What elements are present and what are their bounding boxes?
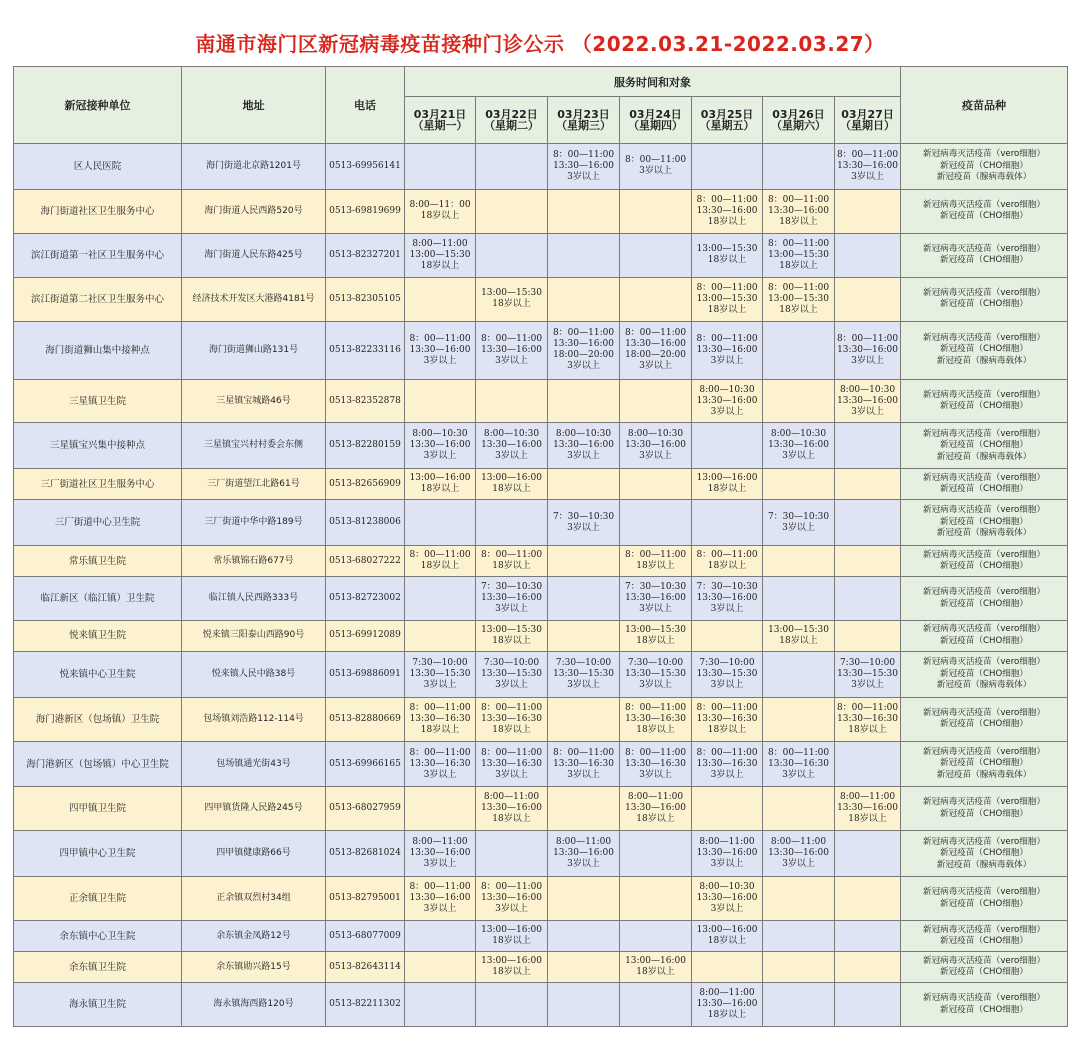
- schedule-cell: 13:00—16:00 18岁以上: [476, 921, 548, 952]
- schedule-cell: 7：30—10:30 3岁以上: [548, 500, 620, 546]
- unit-address: 海永镇海西路120号: [182, 983, 326, 1027]
- schedule-cell: 7:30—10:00 13:30—15:30 3岁以上: [620, 651, 692, 697]
- unit-name: 四甲镇中心卫生院: [14, 831, 182, 877]
- unit-phone: 0513-68077009: [326, 921, 405, 952]
- schedule-cell: [835, 877, 901, 921]
- schedule-cell: 8：00—11:00 13:30—16:00 18岁以上: [692, 189, 763, 233]
- table-row: [14, 144, 1068, 190]
- unit-phone: 0513-69956141: [326, 144, 405, 190]
- schedule-cell: [763, 546, 835, 577]
- unit-name: 三星镇宝兴集中接种点: [14, 423, 182, 469]
- vaccine-types: 新冠病毒灭活疫苗（vero细胞） 新冠疫苗（CHO细胞）: [901, 697, 1068, 741]
- unit-phone: 0513-82795001: [326, 877, 405, 921]
- unit-name: 悦来镇中心卫生院: [14, 651, 182, 697]
- schedule-cell: [548, 697, 620, 741]
- vaccine-types: 新冠病毒灭活疫苗（vero细胞） 新冠疫苗（CHO细胞）: [901, 577, 1068, 621]
- schedule-cell: 8：00—11:00 13:30—16:30 3岁以上: [476, 741, 548, 787]
- day-weekday: （星期五）: [699, 119, 755, 132]
- unit-phone: 0513-82327201: [326, 233, 405, 277]
- schedule-cell: [548, 620, 620, 651]
- unit-address: 三厂街道中华中路189号: [182, 500, 326, 546]
- schedule-cell: [692, 144, 763, 190]
- schedule-cell: [405, 787, 476, 831]
- schedule-cell: [548, 469, 620, 500]
- table-row: [14, 277, 1068, 321]
- vaccine-types: 新冠病毒灭活疫苗（vero细胞） 新冠疫苗（CHO细胞）: [901, 952, 1068, 983]
- day-weekday: （星期三）: [556, 119, 611, 132]
- unit-address: 余东镇金凤路12号: [182, 921, 326, 952]
- unit-phone: 0513-69886091: [326, 651, 405, 697]
- table-row: [14, 321, 1068, 379]
- unit-phone: 0513-69819699: [326, 189, 405, 233]
- table-row: [14, 577, 1068, 621]
- table-row: [14, 952, 1068, 983]
- schedule-cell: 8:00—11:00 13:30—16:00 3岁以上: [763, 831, 835, 877]
- schedule-cell: 8：00—11:00 13:30—16:00 18:00—20:00 3岁以上: [548, 321, 620, 379]
- schedule-cell: 8:00—11:00 13:30—16:00 3岁以上: [548, 831, 620, 877]
- unit-name: 常乐镇卫生院: [14, 546, 182, 577]
- table-row: [14, 697, 1068, 741]
- schedule-cell: [620, 831, 692, 877]
- day-date: 03月25日: [700, 108, 754, 121]
- unit-address: 三厂街道望江北路61号: [182, 469, 326, 500]
- schedule-cell: [835, 423, 901, 469]
- schedule-cell: [548, 189, 620, 233]
- schedule-cell: 8:00—11:00 13:30—16:00 18岁以上: [835, 787, 901, 831]
- unit-name: 三星镇卫生院: [14, 379, 182, 423]
- schedule-cell: [692, 787, 763, 831]
- unit-phone: 0513-82643114: [326, 952, 405, 983]
- vaccine-types: 新冠病毒灭活疫苗（vero细胞） 新冠疫苗（CHO细胞）: [901, 877, 1068, 921]
- schedule-cell: 8:00—10:30 13:30—16:00 3岁以上: [548, 423, 620, 469]
- schedule-cell: [763, 787, 835, 831]
- schedule-cell: [763, 144, 835, 190]
- schedule-cell: 7：30—10:30 13:30—16:00 3岁以上: [692, 577, 763, 621]
- schedule-cell: 8:00—10:30 13:30—16:00 3岁以上: [620, 423, 692, 469]
- unit-phone: 0513-82681024: [326, 831, 405, 877]
- schedule-cell: [763, 952, 835, 983]
- schedule-cell: 8：00—11:00 13:30—16:30 3岁以上: [548, 741, 620, 787]
- table-row: [14, 741, 1068, 787]
- unit-name: 三厂街道社区卫生服务中心: [14, 469, 182, 500]
- schedule-cell: 13:00—15:30 18岁以上: [476, 620, 548, 651]
- schedule-cell: [548, 233, 620, 277]
- schedule-cell: [835, 500, 901, 546]
- unit-phone: 0513-82211302: [326, 983, 405, 1027]
- schedule-cell: [405, 921, 476, 952]
- schedule-cell: [835, 233, 901, 277]
- day-weekday: （星期日）: [840, 119, 896, 132]
- unit-address: 常乐镇锦石路677号: [182, 546, 326, 577]
- schedule-cell: 8:00—11:00 13:30—16:00 18岁以上: [692, 983, 763, 1027]
- schedule-cell: [835, 620, 901, 651]
- schedule-cell: [692, 500, 763, 546]
- header-service: 服务时间和对象: [405, 67, 901, 97]
- schedule-cell: 13:00—16:00 18岁以上: [476, 469, 548, 500]
- schedule-cell: [620, 277, 692, 321]
- day-date: 03月22日: [485, 108, 538, 121]
- table-row: [14, 379, 1068, 423]
- schedule-cell: 8:00—10:30 13:30—16:00 3岁以上: [835, 379, 901, 423]
- unit-address: 三星镇宝城路46号: [182, 379, 326, 423]
- schedule-cell: [548, 577, 620, 621]
- unit-phone: 0513-82656909: [326, 469, 405, 500]
- schedule-cell: [405, 620, 476, 651]
- vaccine-types: 新冠病毒灭活疫苗（vero细胞） 新冠疫苗（CHO细胞）: [901, 469, 1068, 500]
- table-row: [14, 500, 1068, 546]
- schedule-cell: [835, 952, 901, 983]
- schedule-cell: 8:00—10:30 13:30—16:00 3岁以上: [405, 423, 476, 469]
- schedule-cell: 7:30—10:00 13:30—15:30 3岁以上: [692, 651, 763, 697]
- unit-phone: 0513-82352878: [326, 379, 405, 423]
- schedule-cell: [835, 831, 901, 877]
- table-row: [14, 620, 1068, 651]
- schedule-cell: [763, 877, 835, 921]
- vaccine-types: 新冠病毒灭活疫苗（vero细胞） 新冠疫苗（CHO细胞）: [901, 921, 1068, 952]
- unit-phone: 0513-82723002: [326, 577, 405, 621]
- schedule-cell: 8：00—11:00 13:00—15:30 18岁以上: [692, 277, 763, 321]
- schedule-cell: 8：00—11:00 13:30—16:00 3岁以上: [405, 321, 476, 379]
- day-date: 03月21日: [413, 108, 467, 121]
- schedule-cell: 8:00—11:00 13:30—16:00 3岁以上: [405, 831, 476, 877]
- schedule-cell: [835, 277, 901, 321]
- schedule-cell: [548, 379, 620, 423]
- schedule-cell: [405, 983, 476, 1027]
- schedule-cell: [548, 983, 620, 1027]
- table-row: [14, 877, 1068, 921]
- schedule-cell: [476, 379, 548, 423]
- header-unit: 新冠接种单位: [14, 67, 182, 144]
- header-day: [692, 97, 763, 144]
- schedule-cell: [548, 787, 620, 831]
- page-title: 南通市海门区新冠病毒疫苗接种门诊公示 （2022.03.21-2022.03.27）: [195, 32, 885, 56]
- schedule-cell: 8：00—11:00 13:30—16:30 3岁以上: [692, 741, 763, 787]
- schedule-cell: 7:30—10:00 13:30—15:30 3岁以上: [548, 651, 620, 697]
- schedule-table: [13, 66, 1068, 1027]
- schedule-cell: 8：00—11:00 13:00—15:30 18岁以上: [763, 277, 835, 321]
- vaccine-types: 新冠病毒灭活疫苗（vero细胞） 新冠疫苗（CHO细胞）: [901, 233, 1068, 277]
- schedule-cell: [763, 651, 835, 697]
- unit-address: 海门街道狮山路131号: [182, 321, 326, 379]
- vaccine-types: 新冠病毒灭活疫苗（vero细胞） 新冠疫苗（CHO细胞）: [901, 189, 1068, 233]
- header-day: [476, 97, 548, 144]
- unit-address: 四甲镇货隆人民路245号: [182, 787, 326, 831]
- schedule-cell: 8：00—11:00 13:30—16:30 3岁以上: [763, 741, 835, 787]
- schedule-cell: [620, 921, 692, 952]
- schedule-cell: 13:00—16:00 18岁以上: [692, 921, 763, 952]
- unit-address: 包场镇通光街43号: [182, 741, 326, 787]
- table-row: [14, 921, 1068, 952]
- vaccine-types: 新冠病毒灭活疫苗（vero细胞） 新冠疫苗（CHO细胞）: [901, 277, 1068, 321]
- schedule-cell: [476, 983, 548, 1027]
- schedule-cell: [835, 189, 901, 233]
- schedule-cell: 13:00—15:30 18岁以上: [620, 620, 692, 651]
- day-weekday: （星期一）: [412, 119, 468, 132]
- schedule-cell: [620, 983, 692, 1027]
- vaccine-types: 新冠病毒灭活疫苗（vero细胞） 新冠疫苗（CHO细胞） 新冠疫苗（腺病毒载体）: [901, 423, 1068, 469]
- schedule-cell: [620, 189, 692, 233]
- schedule-cell: 8：00—11:00 13:30—16:00 3岁以上: [692, 321, 763, 379]
- vaccine-types: 新冠病毒灭活疫苗（vero细胞） 新冠疫苗（CHO细胞） 新冠疫苗（腺病毒载体）: [901, 144, 1068, 190]
- unit-name: 悦来镇卫生院: [14, 620, 182, 651]
- schedule-cell: [405, 577, 476, 621]
- table-row: [14, 469, 1068, 500]
- header-vaccine: 疫苗品种: [901, 67, 1068, 144]
- table-row: [14, 546, 1068, 577]
- unit-name: 区人民医院: [14, 144, 182, 190]
- unit-name: 海门港新区（包场镇）中心卫生院: [14, 741, 182, 787]
- schedule-cell: 7:30—10:00 13:30—15:30 3岁以上: [476, 651, 548, 697]
- table-row: [14, 787, 1068, 831]
- schedule-cell: [620, 877, 692, 921]
- schedule-cell: 8：00—11:00 13:30—16:00 3岁以上: [476, 877, 548, 921]
- unit-name: 海永镇卫生院: [14, 983, 182, 1027]
- schedule-cell: [405, 952, 476, 983]
- unit-address: 悦来镇三阳泰山西路90号: [182, 620, 326, 651]
- schedule-cell: [405, 379, 476, 423]
- schedule-cell: [548, 921, 620, 952]
- table-body: [14, 144, 1068, 1027]
- schedule-cell: 8：00—11:00 13:30—16:00 3岁以上: [835, 321, 901, 379]
- unit-name: 正余镇卫生院: [14, 877, 182, 921]
- schedule-cell: 13:00—16:00 18岁以上: [405, 469, 476, 500]
- schedule-cell: [835, 546, 901, 577]
- vaccine-types: 新冠病毒灭活疫苗（vero细胞） 新冠疫苗（CHO细胞） 新冠疫苗（腺病毒载体）: [901, 321, 1068, 379]
- header-day: [405, 97, 476, 144]
- schedule-cell: 13:00—15:30 18岁以上: [476, 277, 548, 321]
- schedule-cell: 7：30—10:30 13:30—16:00 3岁以上: [476, 577, 548, 621]
- schedule-cell: 7：30—10:30 3岁以上: [763, 500, 835, 546]
- vaccine-types: 新冠病毒灭活疫苗（vero细胞） 新冠疫苗（CHO细胞） 新冠疫苗（腺病毒载体）: [901, 741, 1068, 787]
- header-day: [620, 97, 692, 144]
- schedule-cell: 8:00—10:30 13:30—16:00 3岁以上: [476, 423, 548, 469]
- schedule-cell: 13:00—16:00 18岁以上: [620, 952, 692, 983]
- schedule-cell: 8：00—11:00 13:00—15:30 18岁以上: [763, 233, 835, 277]
- header-address: 地址: [182, 67, 326, 144]
- schedule-cell: [763, 983, 835, 1027]
- day-weekday: （星期六）: [771, 119, 826, 132]
- schedule-cell: [620, 233, 692, 277]
- unit-name: 四甲镇卫生院: [14, 787, 182, 831]
- schedule-cell: [620, 379, 692, 423]
- unit-phone: 0513-68027959: [326, 787, 405, 831]
- unit-name: 余东镇中心卫生院: [14, 921, 182, 952]
- schedule-cell: [620, 500, 692, 546]
- unit-address: 正余镇双烈村34组: [182, 877, 326, 921]
- schedule-cell: 8：00—11:00 13:30—16:00 18:00—20:00 3岁以上: [620, 321, 692, 379]
- schedule-cell: 8：00—11:00 13:30—16:30 18岁以上: [835, 697, 901, 741]
- header-day: [548, 97, 620, 144]
- unit-phone: 0513-82305105: [326, 277, 405, 321]
- unit-address: 海门街道人民东路425号: [182, 233, 326, 277]
- schedule-cell: 8：00—11:00 13:30—16:30 3岁以上: [405, 741, 476, 787]
- unit-address: 三星镇宝兴村村委会东侧: [182, 423, 326, 469]
- unit-name: 海门港新区（包场镇）卫生院: [14, 697, 182, 741]
- unit-name: 三厂街道中心卫生院: [14, 500, 182, 546]
- schedule-cell: 8:00—11:00 13:30—16:00 3岁以上: [692, 831, 763, 877]
- schedule-cell: 8：00—11:00 3岁以上: [620, 144, 692, 190]
- schedule-cell: [476, 189, 548, 233]
- unit-address: 海门街道人民西路520号: [182, 189, 326, 233]
- header-phone: 电话: [326, 67, 405, 144]
- vaccine-types: 新冠病毒灭活疫苗（vero细胞） 新冠疫苗（CHO细胞） 新冠疫苗（腺病毒载体）: [901, 831, 1068, 877]
- day-date: 03月27日: [841, 108, 894, 121]
- unit-name: 余东镇卫生院: [14, 952, 182, 983]
- schedule-cell: 13:00—16:00 18岁以上: [692, 469, 763, 500]
- table-row: [14, 983, 1068, 1027]
- schedule-cell: [620, 469, 692, 500]
- schedule-cell: 8:00—10:30 13:30—16:00 3岁以上: [692, 379, 763, 423]
- schedule-cell: 13:00—16:00 18岁以上: [476, 952, 548, 983]
- schedule-cell: [835, 983, 901, 1027]
- schedule-cell: 8：00—11:00 13:30—16:30 18岁以上: [692, 697, 763, 741]
- schedule-cell: 8：00—11:00 18岁以上: [692, 546, 763, 577]
- unit-address: 四甲镇健康路66号: [182, 831, 326, 877]
- unit-address: 经济技术开发区大港路4181号: [182, 277, 326, 321]
- schedule-cell: 8:00—11:00 13:30—16:00 18岁以上: [620, 787, 692, 831]
- unit-phone: 0513-69966165: [326, 741, 405, 787]
- unit-phone: 0513-81238006: [326, 500, 405, 546]
- unit-address: 临江镇人民西路333号: [182, 577, 326, 621]
- unit-phone: 0513-69912089: [326, 620, 405, 651]
- header-day: [763, 97, 835, 144]
- table-header: [14, 67, 1068, 144]
- schedule-cell: [548, 546, 620, 577]
- schedule-cell: 8：00—11:00 18岁以上: [620, 546, 692, 577]
- header-day: [835, 97, 901, 144]
- schedule-cell: [692, 620, 763, 651]
- schedule-cell: 7:30—10:00 13:30—15:30 3岁以上: [405, 651, 476, 697]
- vaccine-types: 新冠病毒灭活疫苗（vero细胞） 新冠疫苗（CHO细胞）: [901, 983, 1068, 1027]
- schedule-cell: 13:00—15:30 18岁以上: [692, 233, 763, 277]
- schedule-cell: [405, 277, 476, 321]
- schedule-cell: 8：00—11:00 13:30—16:00 3岁以上: [405, 877, 476, 921]
- unit-address: 包场镇刘浩路112-114号: [182, 697, 326, 741]
- unit-name: 滨江街道第一社区卫生服务中心: [14, 233, 182, 277]
- schedule-cell: [476, 233, 548, 277]
- vaccine-types: 新冠病毒灭活疫苗（vero细胞） 新冠疫苗（CHO细胞） 新冠疫苗（腺病毒载体）: [901, 500, 1068, 546]
- schedule-cell: [692, 952, 763, 983]
- schedule-cell: 8:00—11:00 13:30—16:00 18岁以上: [476, 787, 548, 831]
- unit-address: 余东镇勋兴路15号: [182, 952, 326, 983]
- vaccine-types: 新冠病毒灭活疫苗（vero细胞） 新冠疫苗（CHO细胞）: [901, 546, 1068, 577]
- table-row: [14, 423, 1068, 469]
- schedule-cell: 8：00—11:00 18岁以上: [476, 546, 548, 577]
- schedule-cell: 13:00—15:30 18岁以上: [763, 620, 835, 651]
- day-date: 03月24日: [629, 108, 682, 121]
- schedule-cell: 8:00—10:30 13:30—16:00 3岁以上: [692, 877, 763, 921]
- table-row: [14, 189, 1068, 233]
- table-row: [14, 651, 1068, 697]
- unit-phone: 0513-68027222: [326, 546, 405, 577]
- table-row: [14, 233, 1068, 277]
- schedule-cell: 7：30—10:30 13:30—16:00 3岁以上: [620, 577, 692, 621]
- schedule-cell: [763, 921, 835, 952]
- vaccine-types: 新冠病毒灭活疫苗（vero细胞） 新冠疫苗（CHO细胞）: [901, 620, 1068, 651]
- day-weekday: （星期四）: [628, 119, 683, 132]
- schedule-cell: [405, 500, 476, 546]
- schedule-cell: [763, 469, 835, 500]
- schedule-cell: 8：00—11:00 13:30—16:00 3岁以上: [835, 144, 901, 190]
- unit-name: 滨江街道第二社区卫生服务中心: [14, 277, 182, 321]
- schedule-cell: 8：00—11:00 13:30—16:30 18岁以上: [476, 697, 548, 741]
- unit-name: 临江新区（临江镇）卫生院: [14, 577, 182, 621]
- schedule-cell: 8:00—11：00 18岁以上: [405, 189, 476, 233]
- schedule-cell: [835, 577, 901, 621]
- unit-phone: 0513-82280159: [326, 423, 405, 469]
- day-date: 03月23日: [557, 108, 610, 121]
- schedule-cell: [476, 500, 548, 546]
- schedule-cell: 7:30—10:00 13:30—15:30 3岁以上: [835, 651, 901, 697]
- unit-name: 海门街道社区卫生服务中心: [14, 189, 182, 233]
- unit-address: 海门街道北京路1201号: [182, 144, 326, 190]
- day-weekday: （星期二）: [484, 119, 539, 132]
- schedule-cell: 8：00—11:00 18岁以上: [405, 546, 476, 577]
- schedule-cell: 8：00—11:00 13:30—16:30 18岁以上: [620, 697, 692, 741]
- unit-name: 海门街道狮山集中接种点: [14, 321, 182, 379]
- schedule-cell: 8:00—11:00 13:00—15:30 18岁以上: [405, 233, 476, 277]
- schedule-cell: [835, 921, 901, 952]
- schedule-cell: 8：00—11:00 13:30—16:30 3岁以上: [620, 741, 692, 787]
- schedule-cell: [692, 423, 763, 469]
- schedule-cell: 8：00—11:00 13:30—16:00 18岁以上: [763, 189, 835, 233]
- schedule-cell: 8:00—10:30 13:30—16:00 3岁以上: [763, 423, 835, 469]
- schedule-cell: [763, 379, 835, 423]
- table-row: [14, 831, 1068, 877]
- schedule-cell: [835, 741, 901, 787]
- vaccine-types: 新冠病毒灭活疫苗（vero细胞） 新冠疫苗（CHO细胞）: [901, 379, 1068, 423]
- schedule-cell: [835, 469, 901, 500]
- schedule-cell: [548, 952, 620, 983]
- unit-phone: 0513-82233116: [326, 321, 405, 379]
- schedule-cell: [405, 144, 476, 190]
- unit-phone: 0513-82880669: [326, 697, 405, 741]
- schedule-cell: 8：00—11:00 13:30—16:30 18岁以上: [405, 697, 476, 741]
- schedule-cell: 8：00—11:00 13:30—16:00 3岁以上: [476, 321, 548, 379]
- schedule-cell: [763, 697, 835, 741]
- vaccine-types: 新冠病毒灭活疫苗（vero细胞） 新冠疫苗（CHO细胞） 新冠疫苗（腺病毒载体）: [901, 651, 1068, 697]
- schedule-cell: [763, 577, 835, 621]
- schedule-cell: [476, 831, 548, 877]
- unit-address: 悦来镇人民中路38号: [182, 651, 326, 697]
- schedule-cell: [548, 877, 620, 921]
- day-date: 03月26日: [772, 108, 825, 121]
- schedule-cell: [476, 144, 548, 190]
- schedule-cell: 8：00—11:00 13:30—16:00 3岁以上: [548, 144, 620, 190]
- vaccine-types: 新冠病毒灭活疫苗（vero细胞） 新冠疫苗（CHO细胞）: [901, 787, 1068, 831]
- schedule-cell: [763, 321, 835, 379]
- schedule-cell: [548, 277, 620, 321]
